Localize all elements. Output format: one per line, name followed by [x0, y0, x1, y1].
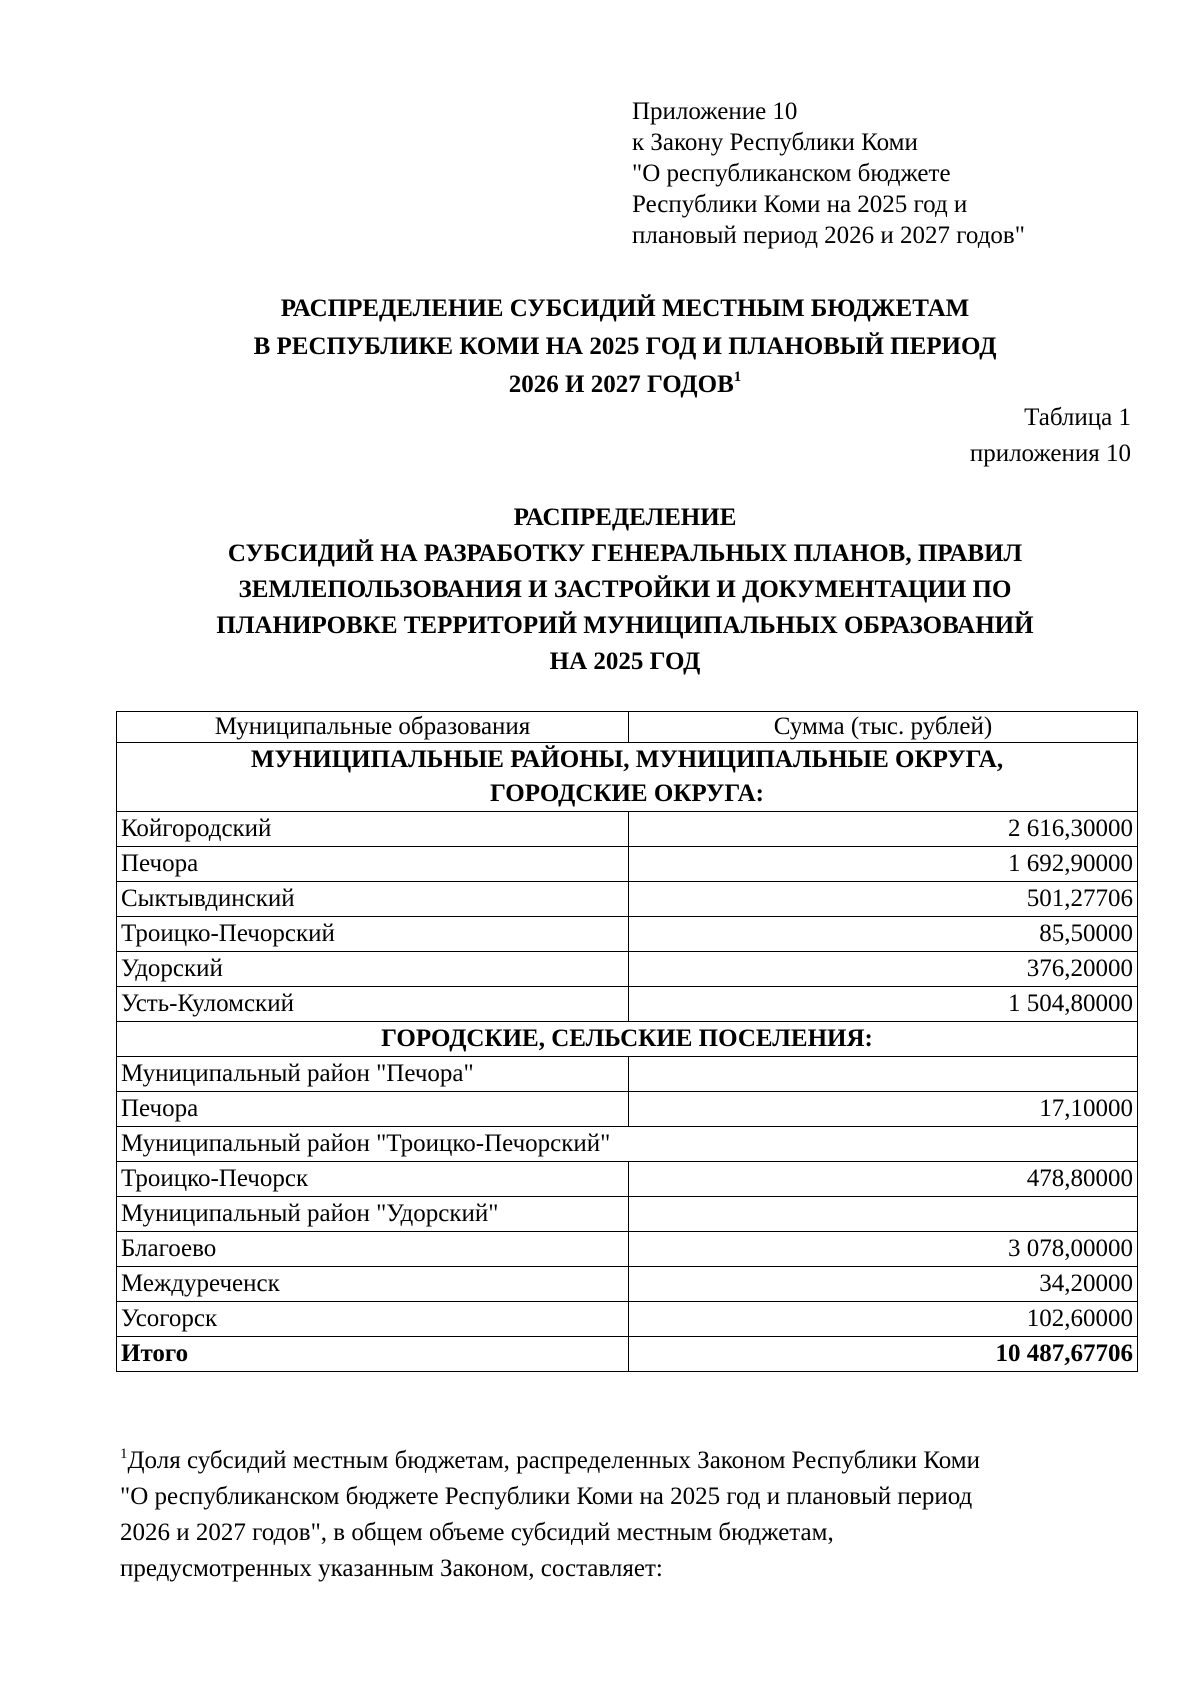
- municipality-name: Усогорск: [117, 1302, 629, 1337]
- table-title-line: СУБСИДИЙ НА РАЗРАБОТКУ ГЕНЕРАЛЬНЫХ ПЛАНОВ, ПРАВИЛ: [227, 540, 1023, 567]
- district-group-name: Муниципальный район "Троицко-Печорский": [117, 1127, 1138, 1162]
- table-row: [117, 1127, 1138, 1162]
- table-title: [110, 500, 1140, 680]
- section-row-districts: [117, 743, 1138, 812]
- section-heading-line: ГОРОДСКИЕ ОКРУГА:: [490, 780, 764, 807]
- table-row: [117, 882, 1138, 917]
- district-group-name: Муниципальный район "Удорский": [117, 1197, 629, 1232]
- annex-line: "О республиканском бюджете: [632, 160, 951, 187]
- table-row: [117, 847, 1138, 882]
- municipality-name: Междуреченск: [117, 1267, 629, 1302]
- annex-line: Республики Коми на 2025 год и: [632, 191, 968, 218]
- municipality-name: Печора: [117, 1092, 629, 1127]
- subsidy-amount: 2 616,30000: [629, 812, 1138, 847]
- section-heading: [117, 743, 1138, 812]
- subsidy-amount: 1 504,80000: [629, 987, 1138, 1022]
- table-title-line: НА 2025 ГОД: [549, 648, 701, 675]
- subsidy-amount: 376,20000: [629, 952, 1138, 987]
- municipality-name: Троицко-Печорский: [117, 917, 629, 952]
- table-row: [117, 917, 1138, 952]
- total-amount: 10 487,67706: [629, 1337, 1138, 1372]
- footnote-line: предусмотренных указанным Законом, составляет:: [120, 1555, 663, 1582]
- document-title-line: [120, 366, 1130, 404]
- column-header-sum: Сумма (тыс. рублей): [629, 712, 1138, 743]
- annex-block: [632, 96, 1025, 251]
- table-row: [117, 812, 1138, 847]
- footnote-line: [120, 1443, 1130, 1479]
- subsidy-amount: 3 078,00000: [629, 1232, 1138, 1267]
- subsidy-amount: 1 692,90000: [629, 847, 1138, 882]
- municipality-name: Печора: [117, 847, 629, 882]
- municipality-name: Троицко-Печорск: [117, 1162, 629, 1197]
- municipality-name: Усть-Куломский: [117, 987, 629, 1022]
- table-title-line: РАСПРЕДЕЛЕНИЕ: [513, 504, 737, 531]
- table-row: [117, 1057, 1138, 1092]
- subsidy-amount: 501,27706: [629, 882, 1138, 917]
- table-number: Таблица 1: [1024, 404, 1131, 431]
- annex-line: плановый период 2026 и 2027 годов": [632, 222, 1025, 249]
- table-header-row: [117, 712, 1138, 743]
- total-row: [117, 1337, 1138, 1372]
- footnote-mark: 1: [120, 1446, 128, 1462]
- document-title-line: В РЕСПУБЛИКЕ КОМИ НА 2025 ГОД И ПЛАНОВЫЙ ПЕРИОД: [253, 333, 997, 360]
- table-reference: [970, 400, 1131, 472]
- subsidy-amount: [629, 1197, 1138, 1232]
- section-row-settlements: [117, 1022, 1138, 1057]
- table-row: [117, 1162, 1138, 1197]
- table-row: [117, 1092, 1138, 1127]
- footnote: [120, 1443, 1130, 1587]
- footnote-reference: 1: [733, 369, 742, 385]
- subsidy-amount: 102,60000: [629, 1302, 1138, 1337]
- total-label: Итого: [117, 1337, 629, 1372]
- column-header-municipality: Муниципальные образования: [117, 712, 629, 743]
- annex-line: к Закону Республики Коми: [632, 129, 918, 156]
- district-group-name: Муниципальный район "Печора": [117, 1057, 629, 1092]
- table-row: [117, 1267, 1138, 1302]
- municipality-name: Удорский: [117, 952, 629, 987]
- document-title-text: 2026 И 2027 ГОДОВ: [508, 371, 734, 398]
- table-title-line: ПЛАНИРОВКЕ ТЕРРИТОРИЙ МУНИЦИПАЛЬНЫХ ОБРАЗОВАНИЙ: [216, 612, 1034, 639]
- subsidy-amount: 478,80000: [629, 1162, 1138, 1197]
- table-annex-ref: приложения 10: [969, 440, 1131, 467]
- subsidy-amount: 17,10000: [629, 1092, 1138, 1127]
- table-row: [117, 952, 1138, 987]
- subsidy-table: [116, 711, 1138, 1372]
- footnote-line: "О республиканском бюджете Республики Коми на 2025 год и плановый период: [120, 1483, 973, 1510]
- section-heading: ГОРОДСКИЕ, СЕЛЬСКИЕ ПОСЕЛЕНИЯ:: [117, 1022, 1138, 1057]
- municipality-name: Благоево: [117, 1232, 629, 1267]
- municipality-name: Койгородский: [117, 812, 629, 847]
- subsidy-amount: 34,20000: [629, 1267, 1138, 1302]
- table-title-line: ЗЕМЛЕПОЛЬЗОВАНИЯ И ЗАСТРОЙКИ И ДОКУМЕНТАЦИИ ПО: [238, 576, 1012, 603]
- table-row: [117, 1232, 1138, 1267]
- document-title-line: РАСПРЕДЕЛЕНИЕ СУБСИДИЙ МЕСТНЫМ БЮДЖЕТАМ: [280, 295, 970, 322]
- table-row: [117, 987, 1138, 1022]
- municipality-name: Сыктывдинский: [117, 882, 629, 917]
- subsidy-amount: [629, 1057, 1138, 1092]
- table-row: [117, 1302, 1138, 1337]
- subsidy-amount: 85,50000: [629, 917, 1138, 952]
- table-row: [117, 1197, 1138, 1232]
- section-heading-line: МУНИЦИПАЛЬНЫЕ РАЙОНЫ, МУНИЦИПАЛЬНЫЕ ОКРУГА,: [250, 746, 1004, 773]
- document-title: [120, 290, 1130, 404]
- footnote-text: Доля субсидий местным бюджетам, распределенных Законом Республики Коми: [127, 1447, 980, 1474]
- footnote-line: 2026 и 2027 годов", в общем объеме субсидий местным бюджетам,: [120, 1519, 834, 1546]
- annex-line: Приложение 10: [632, 98, 798, 125]
